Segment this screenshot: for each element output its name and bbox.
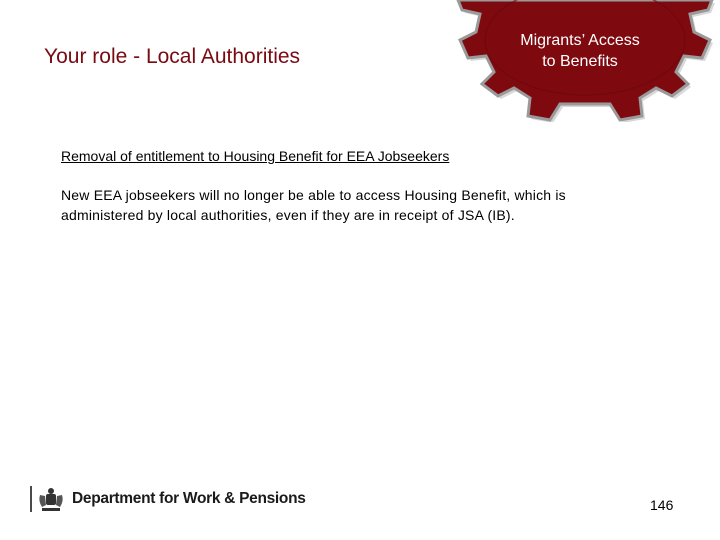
footer-org-name: Department for Work & Pensions	[72, 490, 306, 507]
body-paragraph-line-1: New EEA jobseekers will no longer be able to access Housing Benefit, which is	[61, 187, 566, 203]
gear-badge	[450, 0, 720, 122]
footer-logo	[30, 484, 306, 514]
page-number: 146	[650, 497, 674, 513]
slide-content	[61, 147, 661, 225]
section-heading: Removal of entitlement to Housing Benefit for EEA Jobseekers	[61, 148, 450, 164]
royal-crest-icon	[36, 485, 66, 513]
slide-title: Your role - Local Authorities	[44, 45, 301, 68]
crest-divider	[30, 486, 32, 512]
gear-badge-line-2: to Benefits	[542, 53, 618, 70]
gear-badge-label	[490, 30, 670, 72]
body-paragraph-line-2: administered by local authorities, even if they are in receipt of JSA (IB).	[61, 207, 515, 223]
gear-badge-line-1: Migrants’ Access	[520, 32, 640, 49]
body-paragraph	[61, 185, 661, 225]
